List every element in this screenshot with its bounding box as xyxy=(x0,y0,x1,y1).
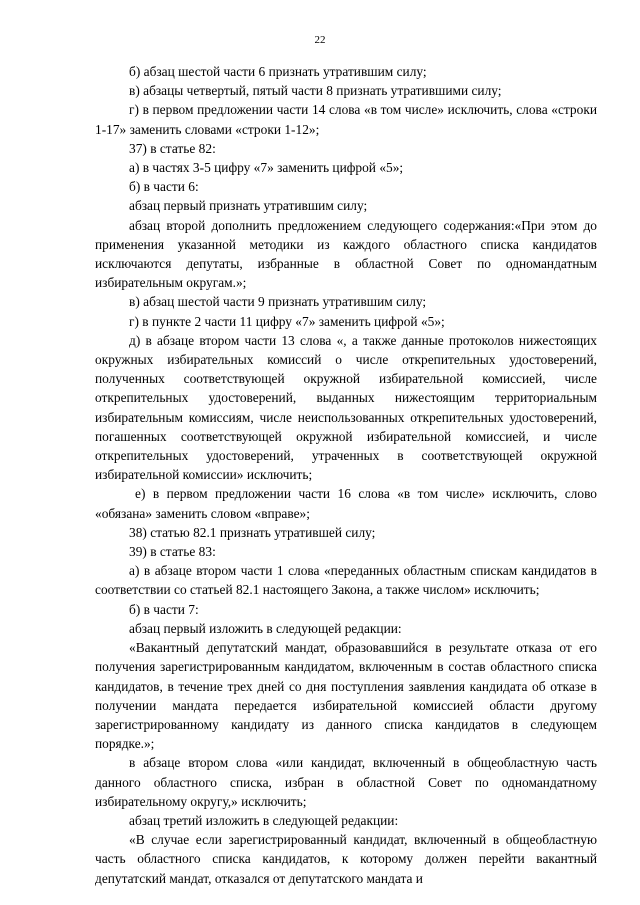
paragraph: б) в части 7: xyxy=(129,601,199,617)
paragraph: б) в части 6: xyxy=(129,179,199,195)
paragraph: г) в первом предложении части 14 слова «в том числе» исключить, слова «строки 1-17» заменить словами «строки 1-12»; xyxy=(95,102,597,137)
paragraph: «Вакантный депутатский мандат, образовавшийся в результате отказа от его получения зарегистрированным кандидатом, включенным в состав областного списка кандидатов, в течение трех дней со дня поступления заявления кандидата об отказе в получении мандата передается избирательной комиссией области другому зарегистрированному кандидату из данного списка кандидатов в следующем порядке.»; xyxy=(95,640,597,752)
paragraph: абзац первый изложить в следующей редакции: xyxy=(129,620,402,636)
paragraph: абзац второй дополнить предложением следующего содержания:«При этом до применения указанной методики из каждого областного списка кандидатов исключаются депутаты, избранные в областной Совет по одномандатным избирательным округам.»; xyxy=(95,217,597,291)
paragraph: абзац третий изложить в следующей редакции: xyxy=(129,812,399,828)
paragraph: г) в пункте 2 части 11 цифру «7» заменить цифрой «5»; xyxy=(129,313,445,329)
document-body xyxy=(95,62,597,888)
paragraph: в абзаце втором слова «или кандидат, включенный в общеобластную часть данного областного списка, избран в областной Совет по одномандатному избирательному округу,» исключить; xyxy=(95,755,597,809)
paragraph: абзац первый признать утратившим силу; xyxy=(129,198,368,214)
paragraph: б) абзац шестой части 6 признать утратившим силу; xyxy=(129,64,427,79)
paragraph: а) в абзаце втором части 1 слова «переданных областным спискам кандидатов в соответствии со статьей 82.1 настоящего Закона, а также числом» исключить; xyxy=(95,563,597,598)
paragraph: «В случае если зарегистрированный кандидат, включенный в общеобластную часть областного списка кандидатов, к которому должен перейти вакантный депутатский мандат, отказался от депутатского мандата и xyxy=(95,832,597,886)
paragraph: в) абзац шестой части 9 признать утратившим силу; xyxy=(129,294,427,310)
page-number: 22 xyxy=(314,34,326,46)
paragraph: 38) статью 82.1 признать утратившей силу; xyxy=(129,524,376,540)
paragraph: д) в абзаце втором части 13 слова «, а также данные протоколов нижестоящих окружных избирательных комиссий о числе открепительных удостоверений, полученных соответствующей окружной избирательной комиссией, числе открепительных удостоверений, выданных нижестоящим территориальным избирательным комиссиям, числе неиспользованных открепительных удостоверений, погашенных соответствующей окружной избирательной комиссией, и числе открепительных удостоверений, утраченных в соответствующей окружной избирательной комиссии» исключить; xyxy=(95,332,597,483)
paragraph: а) в частях 3-5 цифру «7» заменить цифрой «5»; xyxy=(129,160,404,176)
paragraph: е) в первом предложении части 16 слова «в том числе» исключить, слово «обязана» заменить словом «вправе»; xyxy=(95,486,597,521)
paragraph: 39) в статье 83: xyxy=(129,544,216,560)
paragraph: 37) в статье 82: xyxy=(129,140,216,156)
paragraph: в) абзацы четвертый, пятый части 8 признать утратившими силу; xyxy=(129,83,502,99)
